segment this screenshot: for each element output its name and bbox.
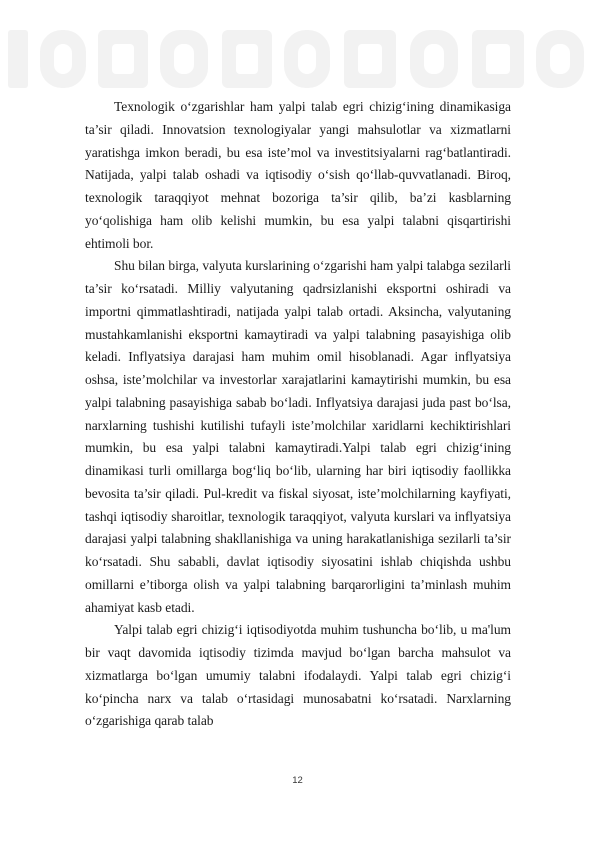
paragraph-technology: Texnologik o‘zgarishlar ham yalpi talab egri chizig‘ining dinamikasiga ta’sir qiladi. Innovatsion texnologiyalar yangi mahsulotlar va xizmatlarni yaratishga imkon beradi, bu esa iste’mol va investitsiyalarni rag‘batlantiradi. Natijada, yalpi talab oshadi va iqtisodiy o‘sish qo‘llab-quvvatlanadi. Biroq, texnologik taraqqiyot mehnat bozoriga ta’sir qilib, ba’zi kasblarning yo‘qolishiga ham olib kelishi mumkin, bu esa yalpi talabni qisqartirishi ehtimoli bor. xyxy=(85,99,511,251)
paragraph-aggregate-demand: Yalpi talab egri chizig‘i iqtisodiyotda muhim tushuncha bo‘lib, u ma'lum bir vaqt davomida iqtisodiy tizimda mavjud bo‘lgan barcha mahsulot va xizmatlarga bo‘lgan umumiy talabni ifodalaydi. Yalpi talab egri chizig‘i ko‘pincha narx va talab o‘rtasidagi munosabatni ko‘rsatadi. Narxlarning o‘zgarishiga qarab talab xyxy=(85,622,511,729)
paragraph-exchange-rates: Shu bilan birga, valyuta kurslarining o‘zgarishi ham yalpi talabga sezilarli ta’sir ko‘rsatadi. Milliy valyutaning qadrsizlanishi eksportni oshiradi va importni qimmatlashtiradi, natijada yalpi talab ortadi. Aksincha, valyutaning mustahkamlanishi eksportni kamaytiradi va yalpi talabning pasayishiga olib keladi. Inflyatsiya darajasi ham muhim omil hisoblanadi. Agar inflyatsiya oshsa, iste’molchilar va investorlar xarajatlarini kamaytirishi mumkin, bu esa yalpi talabning pasayishiga sabab bo‘ladi. Inflyatsiya darajasi juda past bo‘lsa, narxlarning tushishi kutilishi tufayli iste’molchilar xaridlarni kechiktirishlari mumkin, bu esa yalpi talabni kamaytiradi.Yalpi talab egri chizig‘ining dinamikasi turli omillarga bog‘liq bo‘lib, ularning har biri iqtisodiy faollikka bevosita ta’sir qiladi. Pul-kredit va fiskal siyosat, iste’molchilarning kayfiyati, tashqi iqtisodiy sharoitlar, texnologik taraqqiyot, valyuta kurslari va inflyatsiya darajasi yalpi talabning shakllanishiga va uning harakatlanishiga sezilarli ta’sir ko‘rsatadi. Shu sababli, davlat iqtisodiy siyosatini ishlab chiqishda ushbu omillarni e’tiborga olish va yalpi talabning barqarorligini ta’minlash muhim ahamiyat kasb etadi. xyxy=(85,258,511,615)
page-number: 12 xyxy=(292,775,303,786)
page-body xyxy=(85,96,511,733)
